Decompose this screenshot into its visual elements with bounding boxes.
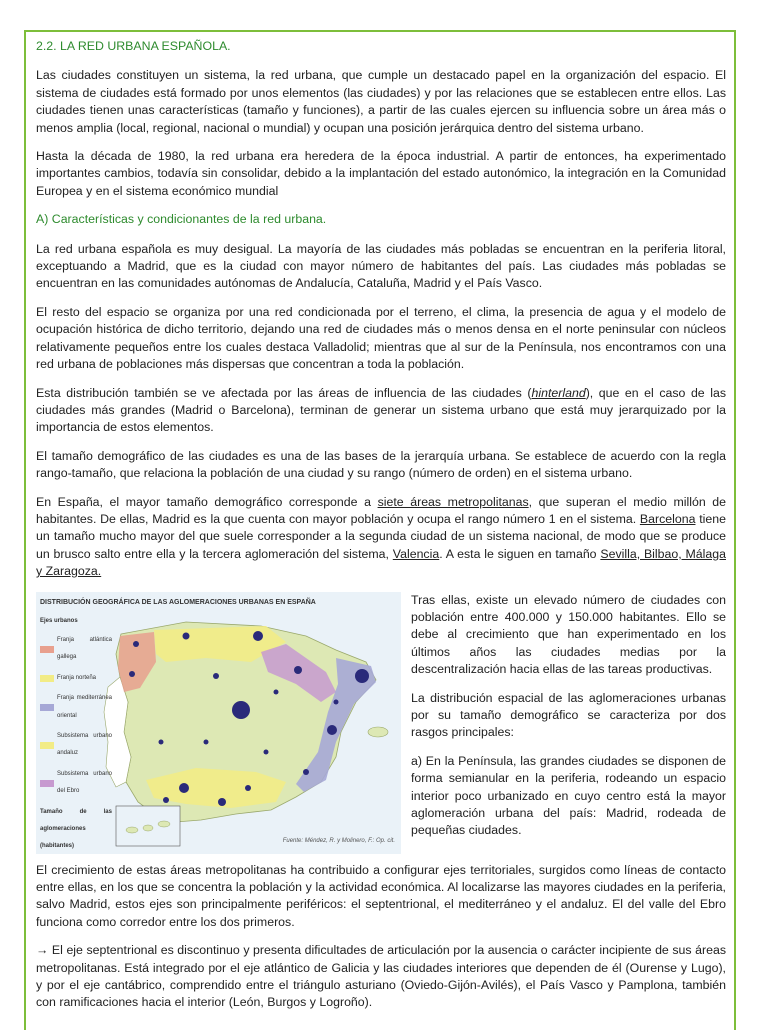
city-dot (133, 641, 139, 647)
paragraph-4: El resto del espacio se organiza por una red condicionada por el terreno, el clima, la presencia de agua y el modelo de ocupación histórica de dicho territorio, dejando una red de ciudades más o menos densa en el norte peninsular con núcleos relativamente pequeños entre los cuales destaca Valladolid; mientras que al sur de la Península, nos encontramos con una red urbana de poblaciones más dispersas que concentran a toda la población. (36, 304, 726, 372)
legend-heading-size: Tamaño de las aglomeraciones (habitantes) (40, 808, 112, 850)
paragraph-9: La distribución espacial de las aglomeraciones urbanas por su tamaño demográfico se caracteriza por dos rasgos principales: (411, 690, 726, 740)
city-dot (163, 797, 169, 803)
legend-item: Franja atlántica gallega (40, 632, 112, 667)
bilbao-dot (253, 631, 263, 641)
legend-item: Subsistema urbano andaluz (40, 728, 112, 763)
city-dot (129, 671, 135, 677)
legend-item: Franja norteña (40, 670, 112, 687)
madrid-dot (232, 701, 250, 719)
paragraph-5: Esta distribución también se ve afectada por las áreas de influencia de las ciudades (hinterland), que en el caso de las ciudades más grandes (Madrid o Barcelona), terminan de generar un sistema urbano que está muy jerarquizado por la importancia de estos elementos. (36, 385, 726, 435)
malaga-dot (218, 798, 226, 806)
map-side-text (411, 592, 726, 854)
zaragoza-dot (294, 666, 302, 674)
document-page (24, 30, 736, 1030)
spain-urban-map (36, 592, 401, 854)
barcelona-term: Barcelona (639, 511, 696, 526)
hinterland-term: hinterland (531, 385, 586, 400)
legend-item: Subsistema urbano del Ebro (40, 766, 112, 801)
sevilla-bilbao-term: Sevilla, Bilbao, Málaga y Zaragoza. (36, 546, 726, 579)
city-dot (183, 632, 190, 639)
valencia-dot (327, 725, 337, 735)
map-title: DISTRIBUCIÓN GEOGRÁFICA DE LAS AGLOMERACIONES URBANAS EN ESPAÑA (40, 598, 316, 606)
paragraph-10: a) En la Península, las grandes ciudades se disponen de forma semianular en la periferia, rodeando un espacio interior poco urbanizado en cuyo centro está la mayor aglomeración urbana del país: Madrid, rodeada de pequeñas ciudades. (411, 753, 726, 838)
city-dot (245, 785, 251, 791)
legend-heading-axes: Ejes urbanos (40, 617, 78, 624)
city-dot (159, 739, 164, 744)
paragraph-7: En España, el mayor tamaño demográfico corresponde a siete áreas metropolitanas, que superan el medio millón de habitantes. De ellas, Madrid es la que cuenta con mayor población y ocupa el rango número 1 en el sistema. Barcelona tiene un tamaño mucho mayor del que suele corresponder a la segunda ciudad de un sistema nacional, de modo que se produce un brusco salto entre ella y la tercera aglomeración del sistema, Valencia. A esta le siguen en tamaño Sevilla, Bilbao, Málaga y Zaragoza. (36, 494, 726, 579)
city-dot (274, 689, 279, 694)
paragraph-2: Hasta la década de 1980, la red urbana era heredera de la época industrial. A partir de entonces, ha experimentado importantes cambios, todavía sin consolidar, debido a la implantación del estado autonómico, la integración en la Comunidad Europea y en el sistema económico mundial (36, 149, 726, 198)
section-heading: 2.2. LA RED URBANA ESPAÑOLA. (36, 39, 231, 53)
city-dot (213, 673, 219, 679)
document-body (36, 38, 726, 1023)
paragraph-1: Las ciudades constituyen un sistema, la red urbana, que cumple un destacado papel en la organización del espacio. El sistema de ciudades está formado por unos elementos (las ciudades) y por las relaciones que se establecen entre ellos. Las ciudades tienen unas características (tamaño y funciones), a partir de las cuales ejercen su influencia sobre un área más o menos amplia (local, regional, nacional o mundial) y ocupan una posición jerárquica dentro del sistema urbano. (36, 68, 726, 135)
paragraph-6: El tamaño demográfico de las ciudades es una de las bases de la jerarquía urbana. Se establece de acuerdo con la regla rango-tamaño, que relaciona la población de una ciudad y su rango (número de orden) en el sistema urbano. (36, 448, 726, 481)
sevilla-dot (179, 783, 189, 793)
map-source: Fuente: Méndez, R. y Molinero, F.: Op. cit. (282, 838, 395, 845)
city-dot (264, 749, 269, 754)
paragraph-3: La red urbana española es muy desigual. La mayoría de las ciudades más pobladas se encuentran en la periferia litoral, exceptuando a Madrid, que es la ciudad con mayor número de habitantes del país. Las ciudades más pobladas se encuentran en las comunidades autónomas de Andalucía, Cataluña, Madrid y el País Vasco. (36, 241, 726, 291)
barcelona-dot (355, 669, 369, 683)
city-dot (334, 699, 339, 704)
city-dot (204, 739, 209, 744)
valencia-term: Valencia (392, 546, 440, 561)
city-dot (303, 769, 309, 775)
subsection-heading: A) Características y condicionantes de la red urbana. (36, 212, 327, 227)
areas-metropolitanas-term: siete áreas metropolitanas (377, 494, 529, 509)
map-and-text-row (36, 592, 726, 854)
legend-item: Franja mediterránea oriental (40, 690, 112, 725)
paragraph-11: El crecimiento de estas áreas metropolitanas ha contribuido a configurar ejes territoriales, surgidos como líneas de contacto entre ellas, en los que se concentra la población y la actividad económica. Al localizarse las mayores ciudades en la periferia, salvo Madrid, estos ejes son principalmente periféricos: el septentrional, el mediterráneo y el andaluz. El del valle del Ebro funciona como corredor entre los dos primeros. (36, 862, 726, 929)
map-legend (40, 610, 112, 854)
paragraph-8: Tras ellas, existe un elevado número de ciudades con población entre 400.000 y 150.000 habitantes. Ello se debe al crecimiento que han experimentado en los últimos años las ciudades medias por la descentralización hacia ellas de las tareas productivas. (411, 592, 726, 677)
paragraph-12: → El eje septentrional es discontinuo y presenta dificultades de articulación por la ausencia o carácter incipiente de sus áreas metropolitanas. Está integrado por el eje atlántico de Galicia y las ciudades interiores que dependen de él (Ourense y Lugo), y por el eje cantábrico, comprendido entre el triángulo asturiano (Oviedo-Gijón-Avilés), el País Vasco y Pamplona, también con ramificaciones hacia el interior (León, Burgos y Logroño). (36, 943, 726, 1010)
balearic-islands (368, 727, 388, 737)
